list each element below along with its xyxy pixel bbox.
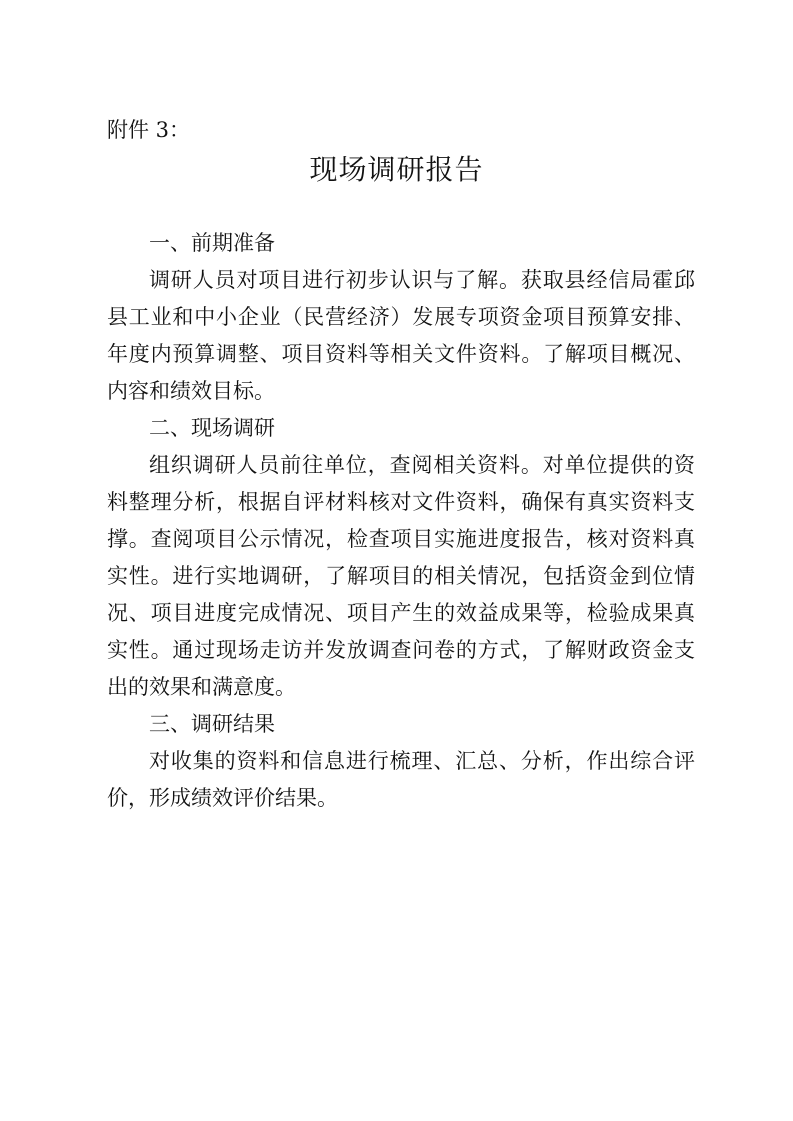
paragraph-line: 实性。进行实地调研，了解项目的相关情况，包括资金到位情 [107,564,695,588]
paragraph-line: 价，形成绩效评价结果。 [107,786,338,810]
paragraph-line: 撑。查阅项目公示情况，检查项目实施进度报告，核对资料真 [107,527,695,551]
paragraph-line: 况、项目进度完成情况、项目产生的效益成果等，检验成果真 [107,601,695,625]
paragraph-line: 组织调研人员前往单位，查阅相关资料。对单位提供的资 [149,453,695,477]
paragraph-line: 出的效果和满意度。 [107,675,296,699]
paragraph-line: 实性。通过现场走访并发放调查问卷的方式，了解财政资金支 [107,638,695,662]
attachment-label: 附件 3： [107,118,191,142]
section-heading-results: 三、调研结果 [149,712,275,736]
section-heading-field-research: 二、现场调研 [149,416,275,440]
section-heading-preparation: 一、前期准备 [149,231,275,255]
paragraph-line: 县工业和中小企业（民营经济）发展专项资金项目预算安排、 [107,305,695,329]
paragraph-line: 料整理分析，根据自评材料核对文件资料，确保有真实资料支 [107,490,695,514]
paragraph-line: 对收集的资料和信息进行梳理、汇总、分析，作出综合评 [149,749,695,773]
paragraph-line: 内容和绩效目标。 [107,379,275,403]
paragraph-line: 调研人员对项目进行初步认识与了解。获取县经信局霍邱 [149,268,695,292]
document-title: 现场调研报告 [309,153,484,186]
paragraph-line: 年度内预算调整、项目资料等相关文件资料。了解项目概况、 [107,342,695,366]
document-body [107,225,695,817]
